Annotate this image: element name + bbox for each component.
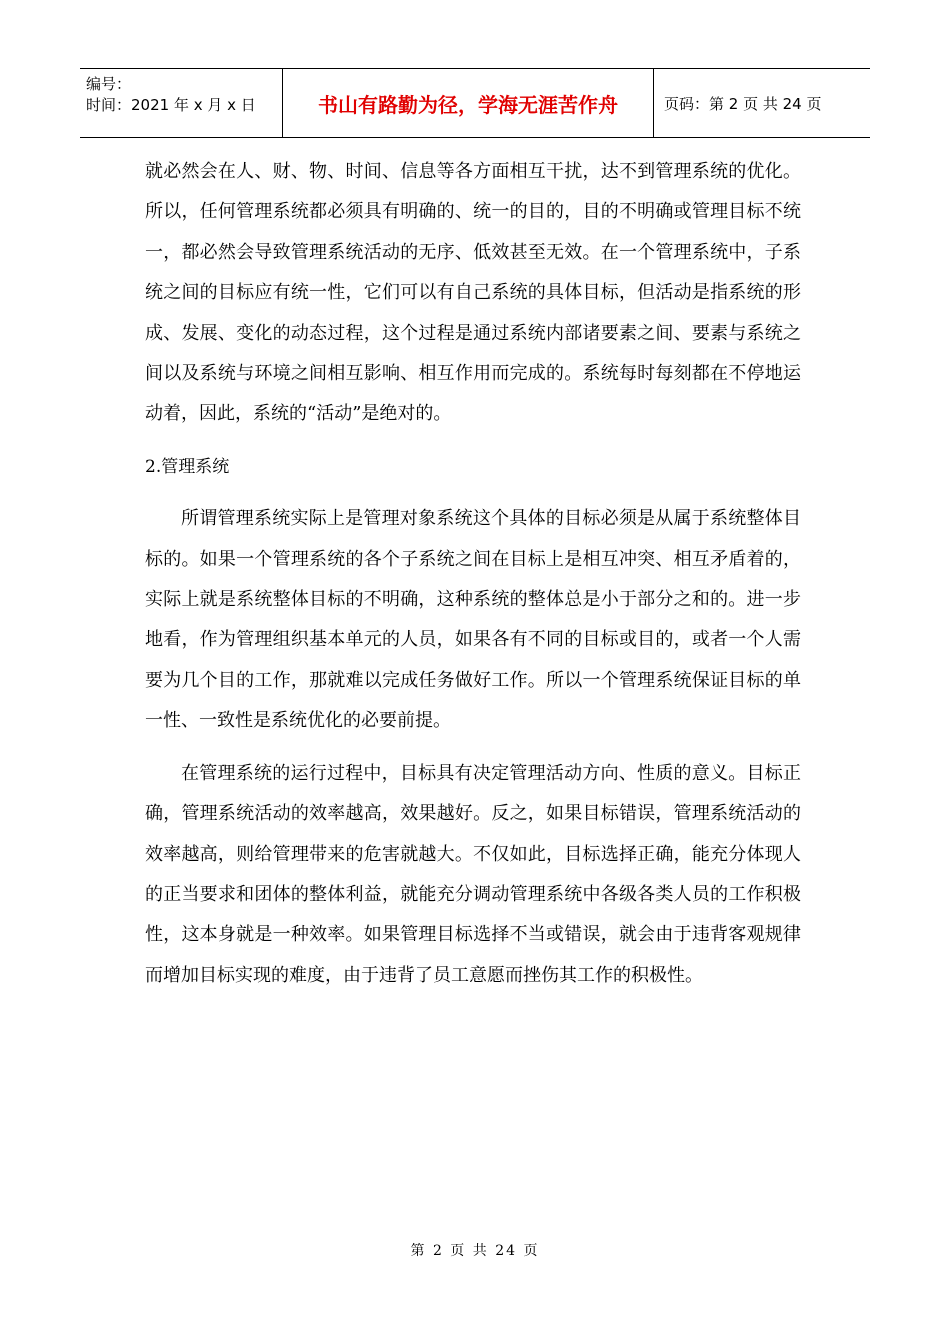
paragraph: 在管理系统的运行过程中，目标具有决定管理活动方向、性质的意义。目标正确，管理系统活动的效率越高，效果越好。反之，如果目标错误，管理系统活动的效率越高，则给管理带来的危害就越大。不仅如此，目标选择正确，能充分体现人的正当要求和团体的整体利益，就能充分调动管理系统中各级各类人员的工作积极性，这本身就是一种效率。如果管理目标选择不当或错误，就会由于违背客观规律而增加目标实现的难度，由于违背了员工意愿而挫伤其工作的积极性。 bbox=[145, 762, 801, 986]
header-motto: 书山有路勤为径，学海无涯苦作舟 bbox=[282, 69, 654, 137]
page-footer: 第 2 页 共 24 页 bbox=[410, 1243, 540, 1259]
header-meta bbox=[80, 69, 282, 137]
document-date: 时间：2021 年 x 月 x 日 bbox=[86, 96, 256, 114]
section-heading: 2.管理系统 bbox=[145, 456, 230, 477]
document-number-label: 编号： bbox=[86, 75, 132, 93]
page-header bbox=[80, 68, 870, 138]
paragraph: 所谓管理系统实际上是管理对象系统这个具体的目标必须是从属于系统整体目标的。如果一个管理系统的各个子系统之间在目标上是相互冲突、相互矛盾着的，实际上就是系统整体目标的不明确，这种系统的整体总是小于部分之和的。进一步地看，作为管理组织基本单元的人员，如果各有不同的目标或目的，或者一个人需要为几个目的工作，那就难以完成任务做好工作。所以一个管理系统保证目标的单一性、一致性是系统优化的必要前提。 bbox=[145, 508, 801, 732]
document-body bbox=[145, 152, 801, 996]
header-page-info: 页码：第 2 页 共 24 页 bbox=[664, 94, 822, 113]
paragraph-continued: 就必然会在人、财、物、时间、信息等各方面相互干扰，达不到管理系统的优化。所以，任何管理系统都必须具有明确的、统一的目的，目的不明确或管理目标不统一，都必然会导致管理系统活动的无序、低效甚至无效。在一个管理系统中，子系统之间的目标应有统一性，它们可以有自己系统的具体目标，但活动是指系统的形成、发展、变化的动态过程，这个过程是通过系统内部诸要素之间、要素与系统之间以及系统与环境之间相互影响、相互作用而完成的。系统每时每刻都在不停地运动着，因此，系统的“活动”是绝对的。 bbox=[145, 161, 801, 425]
